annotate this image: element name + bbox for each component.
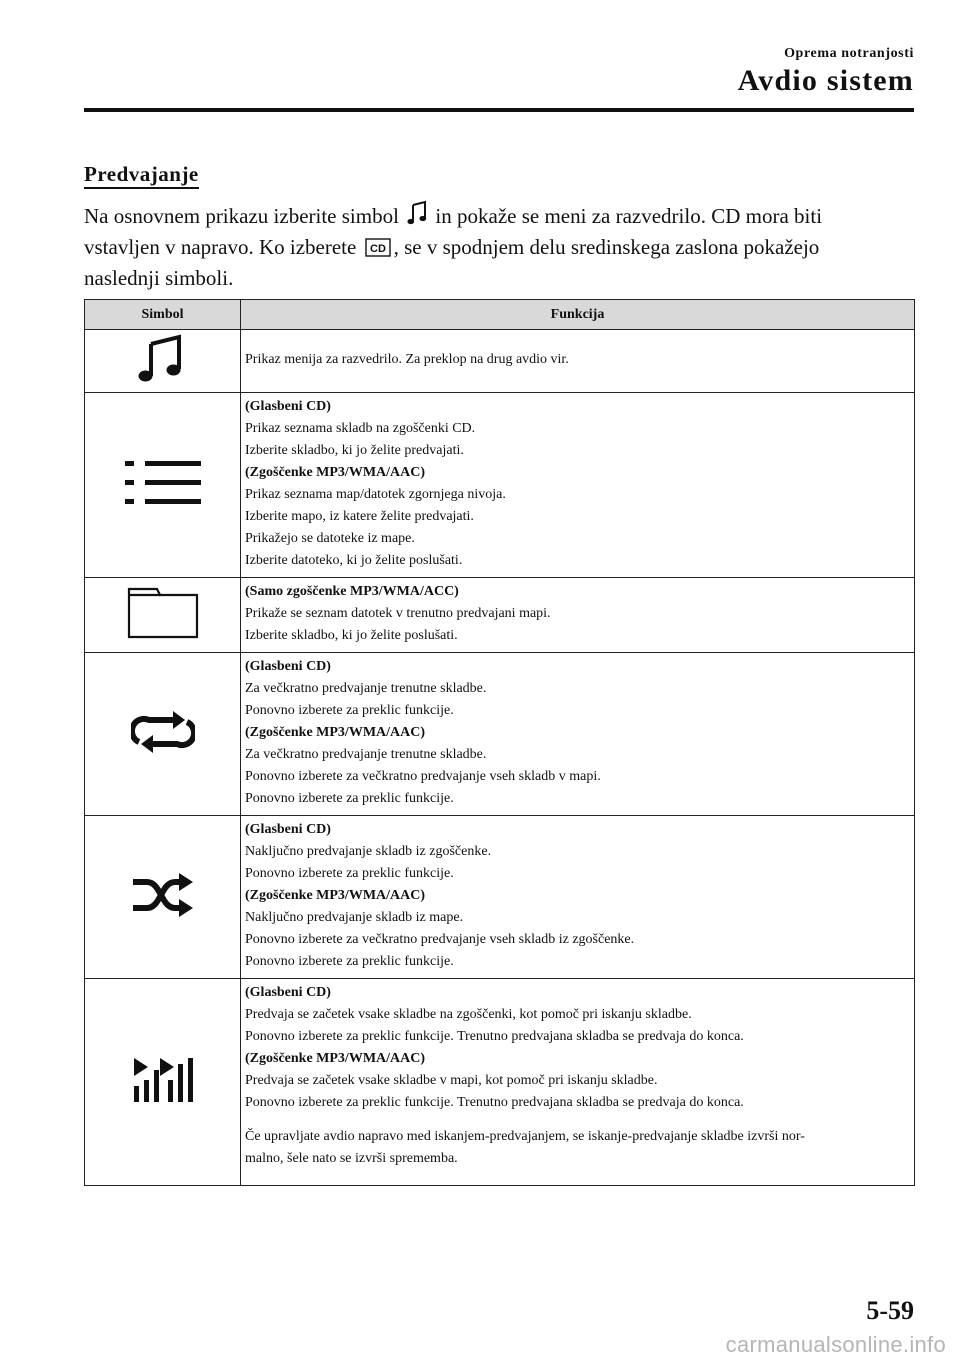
function-text: Izberite skladbo, ki jo želite poslušati. xyxy=(245,628,458,643)
function-text: Naključno predvajanje skladb iz zgoščenke. xyxy=(245,844,492,859)
function-heading: (Glasbeni CD) xyxy=(245,659,331,674)
function-heading: (Zgoščenke MP3/WMA/AAC) xyxy=(245,725,426,740)
symbol-cell xyxy=(85,816,241,979)
function-text: Predvaja se začetek vsake skladbe na zgoščenki, kot pomoč pri iskanju skladbe. xyxy=(245,1007,692,1022)
function-text: malno, šele nato se izvrši sprememba. xyxy=(245,1151,458,1166)
watermark: carmanualsonline.info xyxy=(725,1332,946,1357)
function-cell xyxy=(241,330,915,393)
function-text: Izberite datoteko, ki jo želite poslušati. xyxy=(245,553,463,568)
folder-icon xyxy=(127,587,199,644)
function-cell xyxy=(241,653,915,816)
function-text: Prikažejo se datoteke iz mape. xyxy=(245,531,415,546)
symbol-cell xyxy=(85,578,241,653)
function-text: Prikaz seznama skladb na zgoščenki CD. xyxy=(245,421,476,436)
list-icon xyxy=(123,460,203,511)
function-text: Naključno predvajanje skladb iz mape. xyxy=(245,910,464,925)
function-heading: (Zgoščenke MP3/WMA/AAC) xyxy=(245,1051,426,1066)
paragraph-gap xyxy=(245,1114,906,1126)
music-note-icon xyxy=(137,333,189,390)
shuffle-icon xyxy=(131,873,195,922)
function-heading: (Glasbeni CD) xyxy=(245,399,331,414)
function-text: Ponovno izberete za preklic funkcije. xyxy=(245,866,454,881)
table-row xyxy=(85,653,915,816)
function-text: Ponovno izberete za preklic funkcije. xyxy=(245,954,454,969)
symbol-cell xyxy=(85,393,241,578)
intro-text-1: Na osnovnem prikazu izberite simbol xyxy=(84,204,399,228)
page-number: 5-59 xyxy=(866,1296,914,1325)
col-header-symbol: Simbol xyxy=(85,300,241,330)
function-heading: (Samo zgoščenke MP3/WMA/ACC) xyxy=(245,584,459,599)
function-text: Ponovno izberete za večkratno predvajanje vseh skladb v mapi. xyxy=(245,769,601,784)
table-row xyxy=(85,330,915,393)
function-text: Ponovno izberete za preklic funkcije. xyxy=(245,791,454,806)
section-title: Predvajanje xyxy=(84,162,199,189)
header-title: Avdio sistem xyxy=(737,64,914,97)
table-row xyxy=(85,816,915,979)
header-subtitle: Oprema notranjosti xyxy=(784,46,914,61)
table-row xyxy=(85,578,915,653)
function-heading: (Zgoščenke MP3/WMA/AAC) xyxy=(245,888,426,903)
scan-icon xyxy=(132,1056,194,1109)
cd-inline-label: CD xyxy=(369,243,386,255)
function-heading: (Glasbeni CD) xyxy=(245,985,331,1000)
symbol-cell xyxy=(85,979,241,1186)
table-header-row xyxy=(85,300,915,330)
function-cell xyxy=(241,393,915,578)
function-text: Predvaja se začetek vsake skladbe v mapi, kot pomoč pri iskanju skladbe. xyxy=(245,1073,658,1088)
symbol-table xyxy=(84,299,915,1186)
col-header-function: Funkcija xyxy=(241,300,915,330)
function-text: Za večkratno predvajanje trenutne skladbe. xyxy=(245,681,487,696)
intro-text-2: in pokaže se meni za razvedrilo. CD mora biti vstavljen v napravo. Ko izberete xyxy=(84,204,823,259)
function-heading: (Zgoščenke MP3/WMA/AAC) xyxy=(245,465,426,480)
table-row xyxy=(85,979,915,1186)
table-row xyxy=(85,393,915,578)
function-text: Ponovno izberete za preklic funkcije. Trenutno predvajana skladba se predvaja do konca. xyxy=(245,1029,744,1044)
function-text: Prikaže se seznam datotek v trenutno predvajani mapi. xyxy=(245,606,551,621)
function-text: Izberite mapo, iz katere želite predvajati. xyxy=(245,509,474,524)
function-text: Izberite skladbo, ki jo želite predvajati. xyxy=(245,443,464,458)
symbol-cell xyxy=(85,653,241,816)
function-cell xyxy=(241,979,915,1186)
function-text: Ponovno izberete za preklic funkcije. Trenutno predvajana skladba se predvaja do konca. xyxy=(245,1095,744,1110)
cd-inline-icon xyxy=(365,238,391,257)
repeat-icon xyxy=(131,710,195,759)
function-text: Ponovno izberete za večkratno predvajanje vseh skladb iz zgoščenke. xyxy=(245,932,635,947)
table-body xyxy=(85,330,915,1186)
function-text: Prikaz seznama map/datotek zgornjega nivoja. xyxy=(245,487,506,502)
symbol-cell xyxy=(85,330,241,393)
function-text: Če upravljate avdio napravo med iskanjem-predvajanjem, se iskanje-predvajanje skladbe izvrši nor- xyxy=(245,1129,805,1144)
header-rule xyxy=(84,108,914,112)
music-note-inline-icon xyxy=(407,200,427,226)
function-text: Prikaz menija za razvedrilo. Za preklop na drug avdio vir. xyxy=(245,352,569,367)
function-cell xyxy=(241,578,915,653)
function-heading: (Glasbeni CD) xyxy=(245,822,331,837)
intro-paragraph xyxy=(84,200,884,294)
function-text: Za večkratno predvajanje trenutne skladbe. xyxy=(245,747,487,762)
intro-text-3: , se v spodnjem delu sredinskega zaslona pokažejo naslednji simboli. xyxy=(84,235,820,290)
function-text: Ponovno izberete za preklic funkcije. xyxy=(245,703,454,718)
function-cell xyxy=(241,816,915,979)
